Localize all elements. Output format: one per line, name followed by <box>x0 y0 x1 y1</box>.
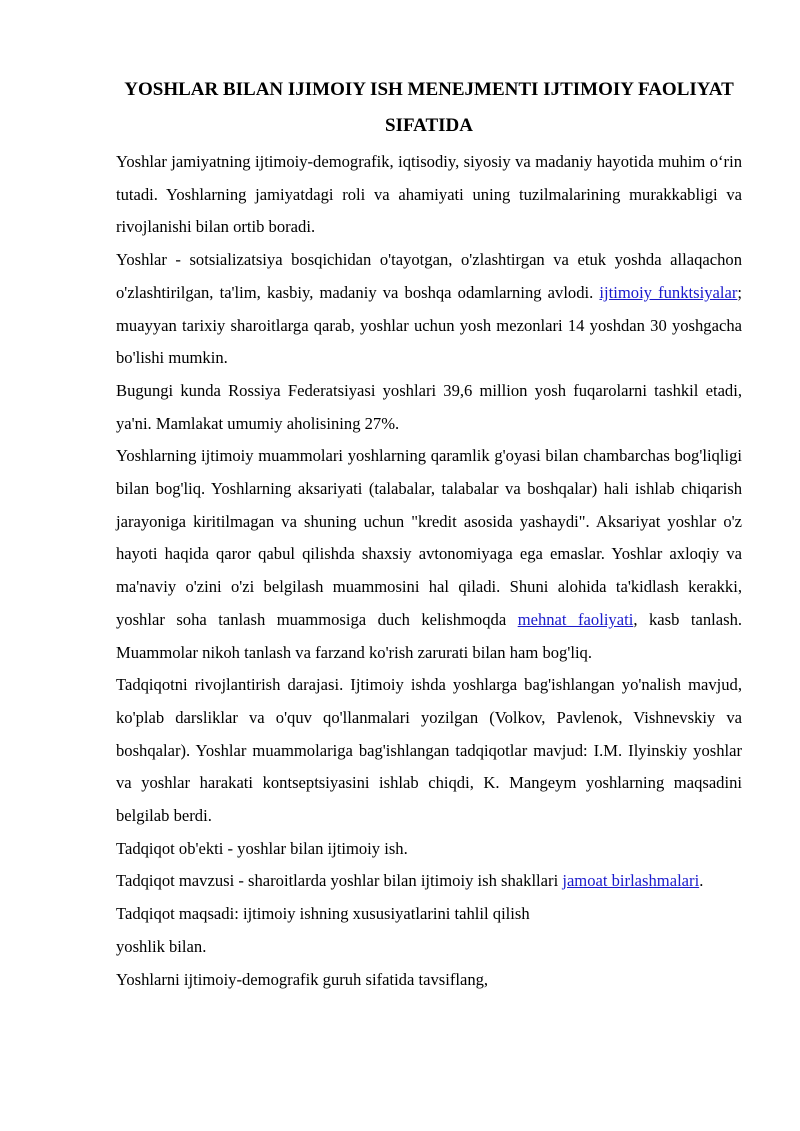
document-page <box>116 72 742 996</box>
paragraph-4-text-end: , kasb tanlash. Muammolar nikoh tanlash va farzand ko'rish zarurati bilan ham bog'liq. <box>116 609 743 662</box>
paragraph-9: yoshlik bilan. <box>116 936 207 956</box>
paragraph-2-text-start: Yoshlar - sotsializatsiya bosqichidan o'tayotgan, o'zlashtirgan va etuk yoshda allaqachon o'zlashtirilgan, ta'lim, kasbiy, madaniy va boshqa odamlarning avlodi. <box>116 250 742 302</box>
paragraph-8: Tadqiqot maqsadi: ijtimoiy ishning xususiyatlarini tahlil qilish <box>116 904 530 924</box>
paragraph-10: Yoshlarni ijtimoiy-demografik guruh sifatida tavsiflang, <box>116 969 489 989</box>
paragraph-7-text-end: . <box>699 871 704 891</box>
paragraph-7-text-start: Tadqiqot mavzusi - sharoitlarda yoshlar bilan ijtimoiy ish shakllari <box>116 871 563 891</box>
paragraph-1: Yoshlar jamiyatning ijtimoiy-demografik, iqtisodiy, siyosiy va madaniy hayotida muhim o‘rin tutadi. Yoshlarning jamiyatdagi roli va ahamiyati uning tuzilmalarining murakkabligi va rivojlanishi bilan ortib boradi. <box>116 152 742 237</box>
link-ijtimoiy-funktsiyalar[interactable]: ijtimoiy funktsiyalar <box>599 282 738 302</box>
paragraph-2-text-end: ; muayyan tarixiy sharoitlarga qarab, yoshlar uchun yosh mezonlari 14 yoshdan 30 yoshgacha bo'lishi mumkin. <box>116 282 742 368</box>
paragraph-2 <box>116 244 742 375</box>
paragraph-3: Bugungi kunda Rossiya Federatsiyasi yoshlari 39,6 million yosh fuqarolarni tashkil etadi, ya'ni. Mamlakat umumiy aholisining 27%. <box>116 380 742 433</box>
paragraph-4 <box>116 440 742 669</box>
paragraph-4-text-start: Yoshlarning ijtimoiy muammolari yoshlarning qaramlik g'oyasi bilan chambarchas bog'liqligi bilan bog'liq. Yoshlarning aksariyati (talabalar, talabalar va boshqalar) hali ishlab chiqarish jarayoniga kiritilmagan va shuning uchun "kredit asosida yashaydi". Aksariyat yoshlar o'z hayoti haqida qaror qabul qilishda shaxsiy avtonomiyaga ega emaslar. Yoshlar axloqiy va ma'naviy o'zini o'zi belgilash muammosini hal qiladi. Shuni alohida ta'kidlash kerakki, yoshlar soha tanlash muammosiga duch kelishmoqda <box>116 446 742 629</box>
paragraph-5: Tadqiqotni rivojlantirish darajasi. Ijtimoiy ishda yoshlarga bag'ishlangan yo'nalish mavjud, ko'plab darsliklar va o'quv qo'llanmalari yozilgan (Volkov, Pavlenok, Vishnevskiy va boshqalar). Yoshlar muammolariga bag'ishlangan tadqiqotlar mavjud: I.M. Ilyinskiy yoshlar va yoshlar harakati kontseptsiyasini ishlab chiqdi, K. Mangeym yoshlarning maqsadini belgilab berdi. <box>116 675 742 826</box>
page-title: YOSHLAR BILAN IJIMOIY ISH MENEJMENTI IJTIMOIY FAOLIYAT SIFATIDA <box>124 79 734 136</box>
link-mehnat-faoliyati[interactable]: mehnat faoliyati <box>517 609 634 629</box>
paragraph-7 <box>116 865 742 898</box>
paragraph-6: Tadqiqot ob'ekti - yoshlar bilan ijtimoiy ish. <box>116 838 408 858</box>
link-jamoat-birlashmalari[interactable]: jamoat birlashmalari <box>562 871 700 891</box>
